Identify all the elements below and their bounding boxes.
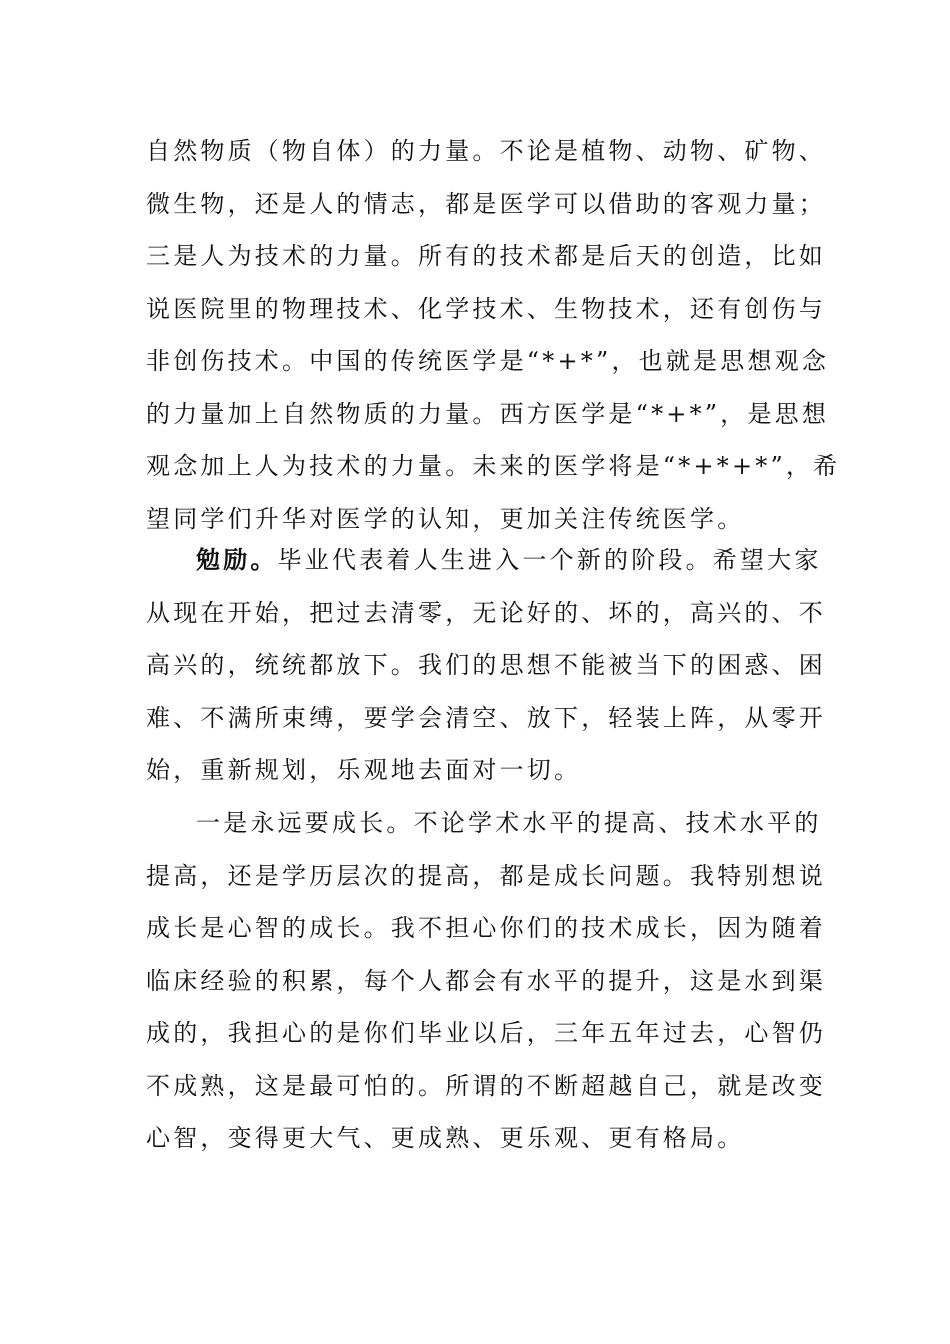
- text-line: 说医院里的物理技术、化学技术、生物技术，还有创伤与: [146, 294, 826, 323]
- text-line: 难、不满所束缚，要学会清空、放下，轻装上阵，从零开: [146, 703, 826, 732]
- text-line: 望同学们升华对医学的认知，更加关注传统医学。: [146, 504, 745, 533]
- text-line: 成的，我担心的是你们毕业以后，三年五年过去，心智仍: [146, 1019, 826, 1047]
- text-line: 心智，变得更大气、更成熟、更乐观、更有格局。: [146, 1124, 745, 1152]
- paragraph-medicine-forces: [146, 125, 841, 545]
- text-line-first: 一是永远要成长。不论学术水平的提高、技术水平的: [196, 809, 822, 837]
- text-line: 非创伤技术。中国的传统医学是“*+*”，也就是思想观念: [146, 347, 830, 375]
- text-line-rest: 毕业代表着人生进入一个新的阶段。希望大家: [277, 546, 822, 574]
- text-line: 观念加上人为技术的力量。未来的医学将是“*+*+*”，希: [146, 452, 841, 480]
- text-line: 高兴的，统统都放下。我们的思想不能被当下的困惑、困: [146, 651, 826, 679]
- text-line: 临床经验的积累，每个人都会有水平的提升，这是水到渠: [146, 966, 826, 995]
- text-line: 三是人为技术的力量。所有的技术都是后天的创造，比如: [146, 242, 826, 270]
- text-line: 提高，还是学历层次的提高，都是成长问题。我特别想说: [146, 861, 826, 890]
- text-line: 自然物质（物自体）的力量。不论是植物、动物、矿物、: [146, 137, 826, 165]
- paragraph-encouragement: [146, 534, 826, 797]
- text-line: 不成熟，这是最可怕的。所谓的不断超越自己，就是改变: [146, 1071, 826, 1100]
- text-line: 微生物，还是人的情志，都是医学可以借助的客观力量；: [146, 189, 826, 218]
- text-line: 从现在开始，把过去清零，无论好的、坏的，高兴的、不: [146, 598, 826, 627]
- text-line: 始，重新规划，乐观地去面对一切。: [146, 756, 582, 784]
- text-line: 的力量加上自然物质的力量。西方医学是“*+*”，是思想: [146, 399, 830, 428]
- paragraph-keep-growing: [146, 797, 826, 1165]
- text-line-first: [146, 534, 822, 587]
- text-line: 成长是心智的成长。我不担心你们的技术成长，因为随着: [146, 914, 826, 942]
- section-lead-heading: 勉励。: [196, 545, 278, 574]
